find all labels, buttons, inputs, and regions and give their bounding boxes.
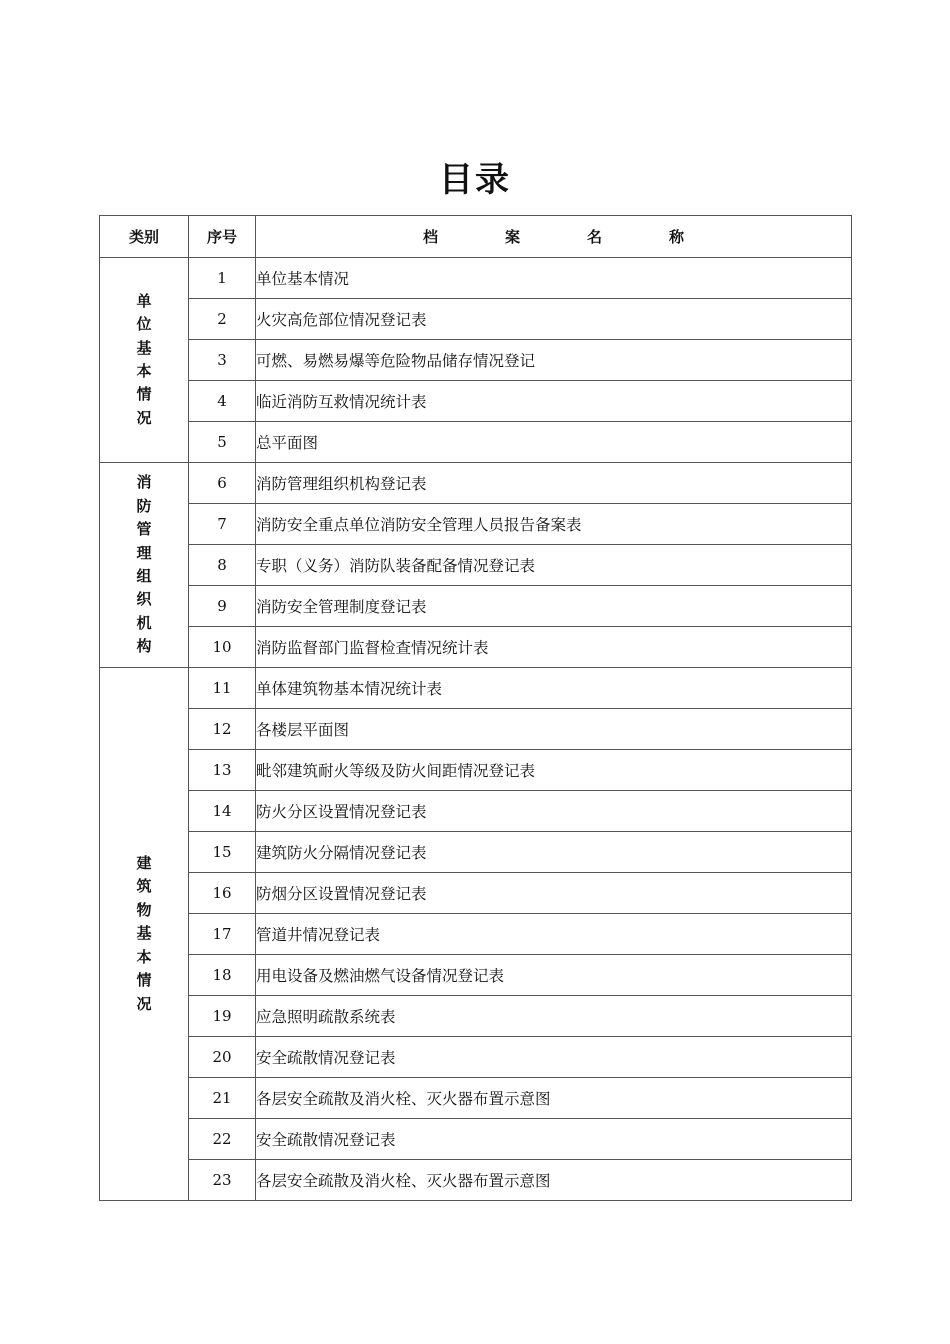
table-row <box>100 1037 852 1078</box>
category-label: 单位基本情况 <box>136 291 152 427</box>
row-number: 19 <box>189 996 256 1037</box>
row-number: 14 <box>189 791 256 832</box>
row-name: 火灾高危部位情况登记表 <box>256 299 852 340</box>
header-category: 类别 <box>100 216 189 258</box>
row-number: 12 <box>189 709 256 750</box>
row-number: 17 <box>189 914 256 955</box>
row-number: 4 <box>189 381 256 422</box>
page-title: 目录 <box>439 160 511 200</box>
row-name: 可燃、易燃易爆等危险物品储存情况登记 <box>256 340 852 381</box>
row-name: 管道井情况登记表 <box>256 914 852 955</box>
row-number: 8 <box>189 545 256 586</box>
row-number: 21 <box>189 1078 256 1119</box>
header-name: 档 案 名 称 <box>256 216 852 258</box>
row-number: 9 <box>189 586 256 627</box>
row-name: 各层安全疏散及消火栓、灭火器布置示意图 <box>256 1078 852 1119</box>
row-number: 11 <box>189 668 256 709</box>
table-row <box>100 832 852 873</box>
table-row <box>100 709 852 750</box>
table-row <box>100 299 852 340</box>
category-label: 建筑物基本情况 <box>136 854 152 1013</box>
category-cell-building-info <box>100 668 189 1201</box>
table-row <box>100 668 852 709</box>
row-name: 消防管理组织机构登记表 <box>256 463 852 504</box>
table-row <box>100 1160 852 1201</box>
table-row <box>100 340 852 381</box>
table-row <box>100 381 852 422</box>
row-name: 安全疏散情况登记表 <box>256 1119 852 1160</box>
row-number: 23 <box>189 1160 256 1201</box>
row-name: 临近消防互救情况统计表 <box>256 381 852 422</box>
category-cell-fire-management <box>100 463 189 668</box>
table-row <box>100 545 852 586</box>
row-name: 安全疏散情况登记表 <box>256 1037 852 1078</box>
row-name: 消防安全管理制度登记表 <box>256 586 852 627</box>
row-name: 各楼层平面图 <box>256 709 852 750</box>
row-number: 10 <box>189 627 256 668</box>
header-number: 序号 <box>189 216 256 258</box>
row-number: 1 <box>189 258 256 299</box>
row-name: 防火分区设置情况登记表 <box>256 791 852 832</box>
table-row <box>100 996 852 1037</box>
table-row <box>100 791 852 832</box>
table-row <box>100 422 852 463</box>
row-number: 6 <box>189 463 256 504</box>
catalog-table <box>99 215 852 1201</box>
row-name: 防烟分区设置情况登记表 <box>256 873 852 914</box>
category-label: 消防管理组织机构 <box>136 473 152 656</box>
row-name: 各层安全疏散及消火栓、灭火器布置示意图 <box>256 1160 852 1201</box>
row-name: 应急照明疏散系统表 <box>256 996 852 1037</box>
row-name: 总平面图 <box>256 422 852 463</box>
row-number: 2 <box>189 299 256 340</box>
row-number: 18 <box>189 955 256 996</box>
row-name: 用电设备及燃油燃气设备情况登记表 <box>256 955 852 996</box>
table-row <box>100 504 852 545</box>
row-number: 15 <box>189 832 256 873</box>
table-header-row <box>100 216 852 258</box>
row-name: 单位基本情况 <box>256 258 852 299</box>
row-number: 3 <box>189 340 256 381</box>
row-name: 单体建筑物基本情况统计表 <box>256 668 852 709</box>
row-name: 专职（义务）消防队装备配备情况登记表 <box>256 545 852 586</box>
row-number: 16 <box>189 873 256 914</box>
table-row <box>100 627 852 668</box>
table-row <box>100 750 852 791</box>
row-number: 5 <box>189 422 256 463</box>
table-row <box>100 914 852 955</box>
row-name: 消防监督部门监督检查情况统计表 <box>256 627 852 668</box>
table-row <box>100 873 852 914</box>
category-cell-basic-info <box>100 258 189 463</box>
row-number: 22 <box>189 1119 256 1160</box>
table-row <box>100 1078 852 1119</box>
row-name: 建筑防火分隔情况登记表 <box>256 832 852 873</box>
row-number: 20 <box>189 1037 256 1078</box>
table-row <box>100 258 852 299</box>
table-row <box>100 955 852 996</box>
row-name: 毗邻建筑耐火等级及防火间距情况登记表 <box>256 750 852 791</box>
row-number: 7 <box>189 504 256 545</box>
table-row <box>100 463 852 504</box>
table-row <box>100 586 852 627</box>
row-number: 13 <box>189 750 256 791</box>
table-row <box>100 1119 852 1160</box>
row-name: 消防安全重点单位消防安全管理人员报告备案表 <box>256 504 852 545</box>
